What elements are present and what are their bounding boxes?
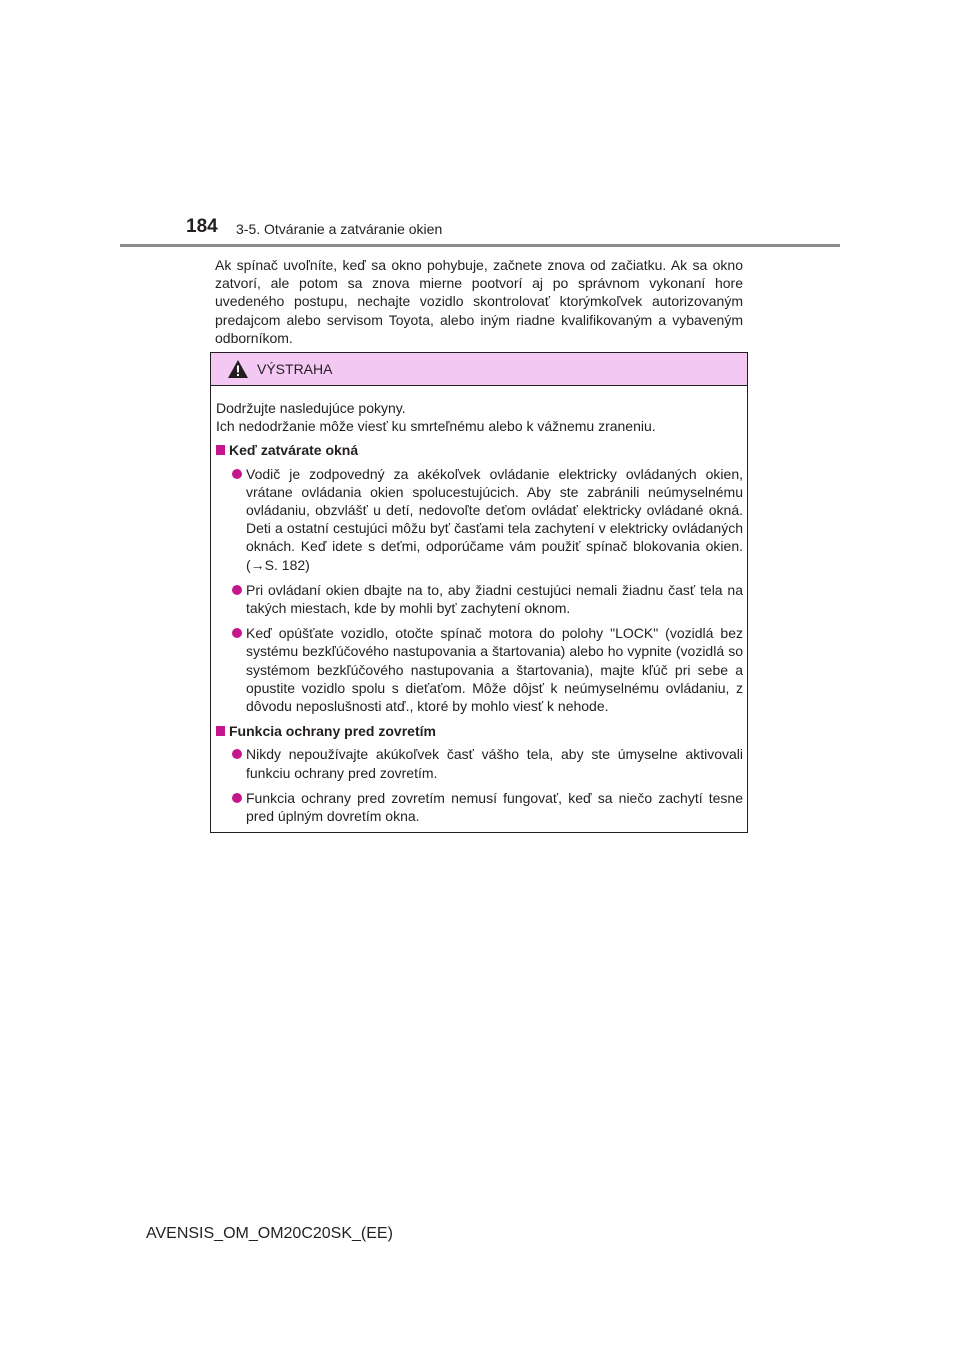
list-item — [216, 624, 743, 715]
section-heading — [216, 441, 743, 459]
warning-body — [211, 386, 747, 825]
footer-doc-code: AVENSIS_OM_OM20C20SK_(EE) — [146, 1225, 393, 1242]
page-number: 184 — [186, 216, 218, 237]
list-item — [216, 745, 743, 781]
list-item-text: Vodič je zodpovedný za akékoľvek ovládanie elektricky ovládaných okien, vrátane ovládania okien spolucestujúcich. Aby ste zabránili neúmyselnému ovládaniu, obzvlášť u detí, nedovoľte deťom ovládať elektricky ovládané okná. Deti a ostatní cestujúci môžu byť časťami tela zachytení v elektricky ovládaných oknách. Keď idete s deťmi, odporúčame vám použiť spínač blokovania okien. (→S. 182) — [246, 465, 743, 573]
warning-triangle-icon — [227, 359, 249, 379]
square-bullet-icon — [216, 445, 225, 455]
warning-title: VÝSTRAHA — [257, 361, 333, 377]
warning-intro-line: Ich nedodržanie môže viesť ku smrteľnému alebo k vážnemu zraneniu. — [216, 418, 656, 435]
list-item-text: Funkcia ochrany pred zovretím nemusí fungovať, keď sa niečo zachytí tesne pred úplným dovretím okna. — [246, 789, 743, 825]
circle-bullet-icon — [232, 628, 242, 638]
warning-intro-line: Dodržujte nasledujúce pokyny. — [216, 400, 406, 416]
section-heading-text: Keď zatvárate okná — [229, 442, 359, 459]
circle-bullet-icon — [232, 469, 242, 479]
circle-bullet-icon — [232, 585, 242, 595]
section-title: 3-5. Otváranie a zatváranie okien — [236, 221, 443, 237]
circle-bullet-icon — [232, 749, 242, 759]
warning-header — [211, 353, 747, 386]
list-item-text: Pri ovládaní okien dbajte na to, aby žiadni cestujúci nemali žiadnu časť tela na takých miestach, kde by mohli byť zachytení oknom. — [246, 581, 743, 617]
section-heading-text: Funkcia ochrany pred zovretím — [229, 723, 436, 740]
section-heading — [216, 722, 743, 740]
intro-paragraph: Ak spínač uvoľníte, keď sa okno pohybuje, začnete znova od začiatku. Ak sa okno zatvorí, ale potom sa znova mierne pootvorí aj po správnom vykonaní hore uvedeného postupu, nechajte vozidlo skontrolovať ktorýmkoľvek autorizovaným predajcom alebo servisom Toyota, alebo iným riadne kvalifikovaným a vybaveným odborníkom. — [215, 257, 743, 346]
circle-bullet-icon — [232, 793, 242, 803]
list-item-text: Nikdy nepoužívajte akúkoľvek časť vášho tela, aby ste úmyselne aktivovali funkciu ochrany pred zovretím. — [246, 746, 743, 781]
list-item — [216, 789, 743, 825]
list-item-text: Keď opúšťate vozidlo, otočte spínač motora do polohy "LOCK" (vozidlá bez systému bezkľúčového nastupovania a štartovania) alebo ho vypnite (vozidlá so systémom bezkľúčového nastupovania a štartovania), majte kľúč pri sebe a opustite vozidlo spolu s dieťaťom. Môže dôjsť k neúmyselnému ovládaniu, z dôvodu neposlušnosti atď., ktoré by mohlo viesť k nehode. — [246, 625, 743, 715]
list-item — [216, 465, 743, 574]
square-bullet-icon — [216, 726, 225, 736]
list-item — [216, 581, 743, 617]
warning-box — [210, 352, 748, 833]
header-rule — [120, 244, 840, 247]
